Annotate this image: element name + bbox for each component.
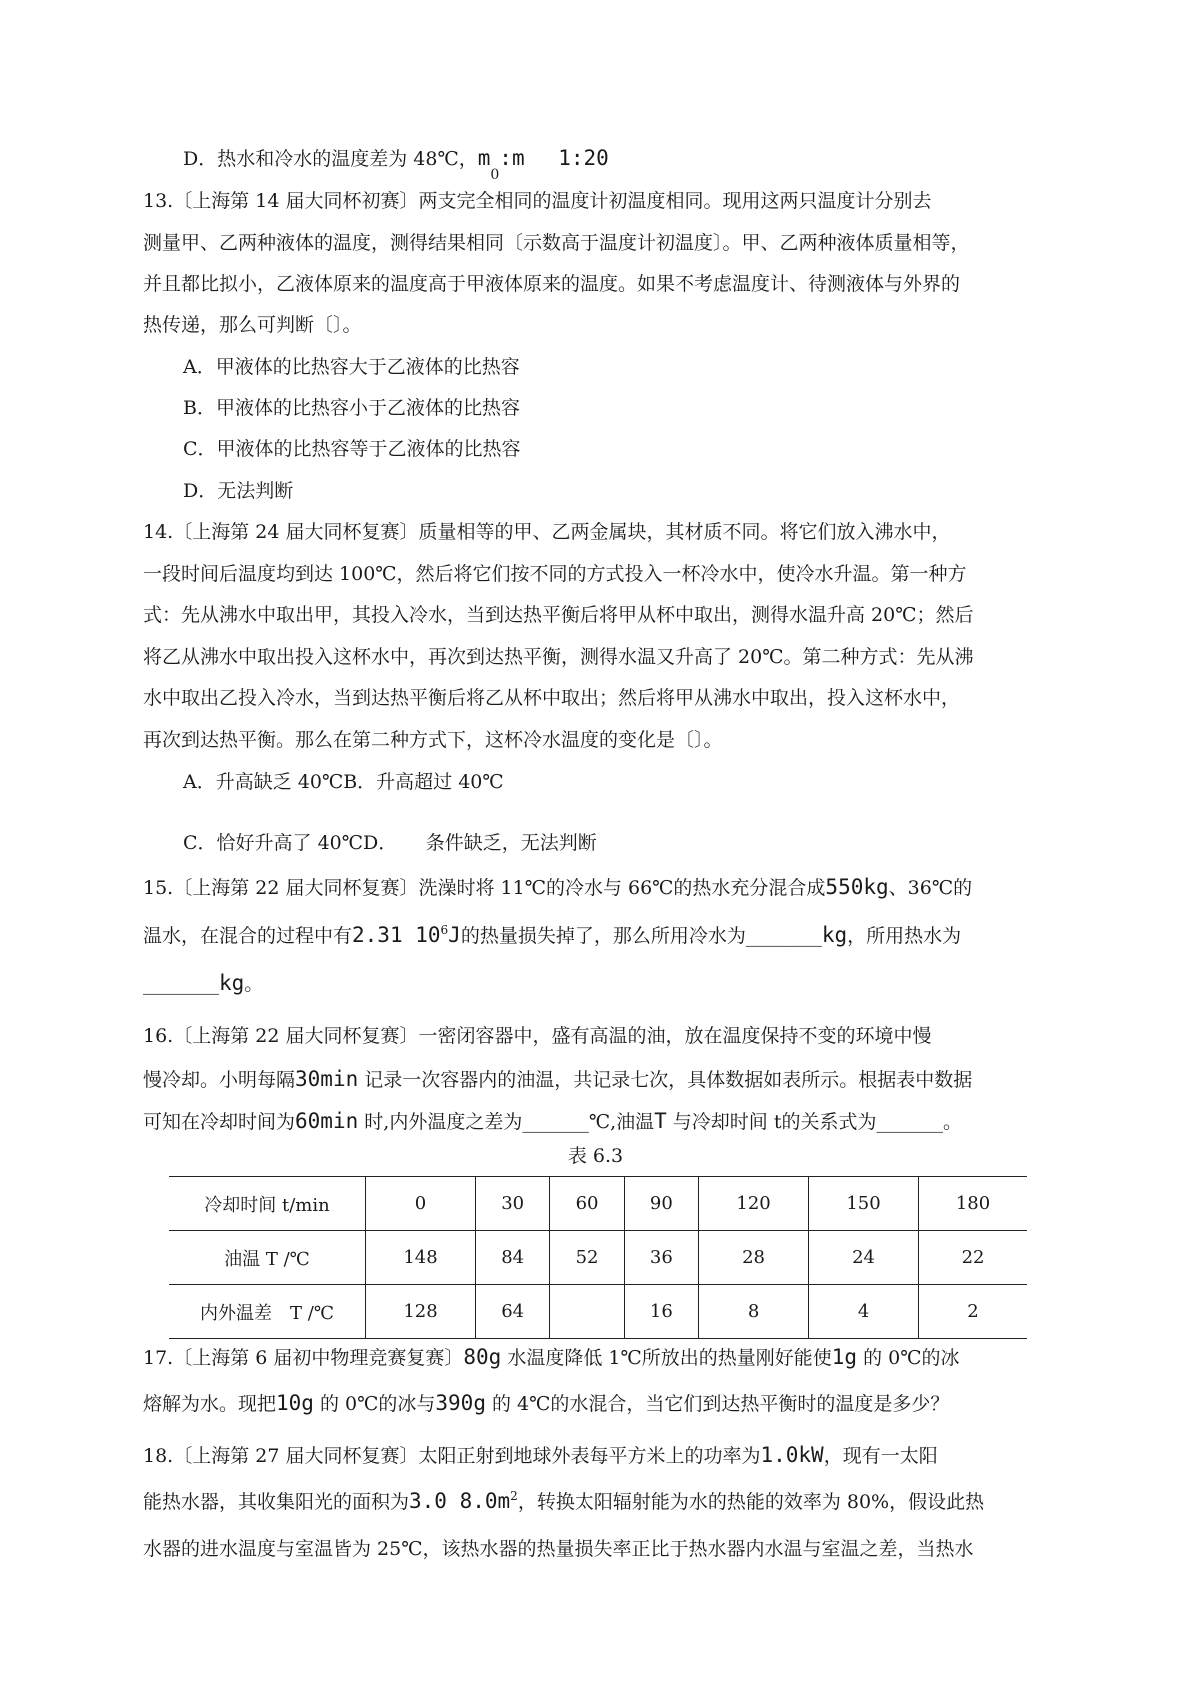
q18-line-3: 水器的进水温度与室温皆为 25℃，该热水器的热量损失率正比于热水器内水温与室温之差，当热水 bbox=[143, 1538, 974, 1560]
q13-option-a: A．甲液体的比热容大于乙液体的比热容 bbox=[183, 356, 520, 378]
formula-ratio: :m 1:20 bbox=[499, 146, 609, 170]
formula-unit: J bbox=[448, 923, 461, 947]
table-cell: 0 bbox=[366, 1177, 476, 1231]
q14-line-5: 水中取出乙投入冷水，当到达热平衡后将乙从杯中取出；然后将甲从沸水中取出，投入这杯水中， bbox=[143, 687, 961, 709]
q15-line-1 bbox=[143, 875, 972, 900]
formula-unit: kg bbox=[821, 923, 848, 947]
text: 15.〔上海第 22 届大同杯复赛〕洗澡时将 11℃的冷水与 66℃的热水充分混合成 bbox=[143, 877, 826, 899]
table-cell: 52 bbox=[550, 1231, 624, 1285]
q13-option-d: D．无法判断 bbox=[183, 480, 294, 502]
table-cell: 28 bbox=[699, 1231, 809, 1285]
q14-line-2: 一段时间后温度均到达 100℃，然后将它们按不同的方式投入一杯冷水中，使冷水升温。第一种方 bbox=[143, 563, 967, 585]
q15-line-2 bbox=[143, 923, 961, 950]
table-row bbox=[169, 1285, 1027, 1339]
q13-line-1: 13.〔上海第 14 届大同杯初赛〕两支完全相同的温度计初温度相同。现用这两只温度计分别去 bbox=[143, 190, 932, 212]
blank: ________ bbox=[143, 973, 219, 995]
formula-mass: 1g bbox=[831, 1345, 858, 1369]
q16-line-1: 16.〔上海第 22 届大同杯复赛〕一密闭容器中，盛有高温的油，放在温度保持不变的环境中慢 bbox=[143, 1025, 932, 1047]
table-cell: 60 bbox=[550, 1177, 624, 1231]
text: 的热量损失掉了，那么所用冷水为________ bbox=[460, 925, 822, 947]
table-cell: 84 bbox=[475, 1231, 549, 1285]
text: 能热水器，其收集阳光的面积为 bbox=[143, 1491, 410, 1513]
text: 。 bbox=[244, 973, 264, 995]
formula-unit: kg bbox=[219, 971, 245, 995]
formula-symbol: T bbox=[654, 1109, 667, 1133]
formula-m: m bbox=[477, 146, 491, 170]
table-cell: 150 bbox=[809, 1177, 919, 1231]
table-cell: 120 bbox=[699, 1177, 809, 1231]
q14-line-1: 14.〔上海第 24 届大同杯复赛〕质量相等的甲、乙两金属块，其材质不同。将它们放入沸水中， bbox=[143, 521, 951, 543]
table-cell: 90 bbox=[624, 1177, 698, 1231]
text: 、36℃的 bbox=[888, 877, 973, 899]
formula-mass: 80g bbox=[463, 1345, 502, 1369]
q13-line-3: 并且都比拟小，乙液体原来的温度高于甲液体原来的温度。如果不考虑温度计、待测液体与外界的 bbox=[143, 273, 961, 295]
table-cell: 4 bbox=[809, 1285, 919, 1339]
formula-area: 3.0 8.0m bbox=[409, 1489, 511, 1513]
q18-line-1 bbox=[143, 1443, 938, 1468]
formula-time: 60min bbox=[295, 1109, 359, 1133]
table-cell: 24 bbox=[809, 1231, 919, 1285]
text: 熔解为水。现把 bbox=[143, 1393, 277, 1415]
text: 时,内外温度之差为_______℃,油温 bbox=[358, 1111, 655, 1133]
q17-line-2 bbox=[143, 1391, 949, 1416]
q13-line-2: 测量甲、乙两种液体的温度，测得结果相同〔示数高于温度计初温度〕。甲、乙两种液体质量相等， bbox=[143, 232, 970, 254]
q15-line-3 bbox=[143, 971, 263, 996]
text: 与冷却时间 t的关系式为_______。 bbox=[666, 1111, 962, 1133]
formula-mass: 10g bbox=[276, 1391, 314, 1415]
text: 记录一次容器内的油温，共记录七次，具体数据如表所示。根据表中数据 bbox=[358, 1069, 973, 1091]
table-cell bbox=[550, 1285, 624, 1339]
subscript: 0 bbox=[490, 167, 500, 183]
table-cell: 128 bbox=[366, 1285, 476, 1339]
text: ，转换太阳辐射能为水的热能的效率为 80%，假设此热 bbox=[517, 1491, 985, 1513]
table-cell: 油温 T /℃ bbox=[169, 1231, 366, 1285]
table-cell: 8 bbox=[699, 1285, 809, 1339]
q13-option-b: B．甲液体的比热容小于乙液体的比热容 bbox=[183, 397, 520, 419]
text: 的 4℃的水混合，当它们到达热平衡时的温度是多少？ bbox=[485, 1393, 950, 1415]
table-cell: 22 bbox=[919, 1231, 1027, 1285]
q14-line-3: 式：先从沸水中取出甲，其投入冷水，当到达热平衡后将甲从杯中取出，测得水温升高 20℃；然后 bbox=[143, 604, 974, 626]
q14-options-ab: A．升高缺乏 40℃B．升高超过 40℃ bbox=[183, 771, 504, 793]
formula-mass: 550kg bbox=[825, 875, 889, 899]
q14-options-cd: C．恰好升高了 40℃D． 条件缺乏，无法判断 bbox=[183, 832, 597, 854]
superscript: 2 bbox=[510, 1489, 518, 1503]
text: 17.〔上海第 6 届初中物理竞赛复赛〕 bbox=[143, 1347, 464, 1369]
text: ，现有一太阳 bbox=[823, 1445, 938, 1467]
table-cell: 36 bbox=[624, 1231, 698, 1285]
text: ，所用热水为 bbox=[847, 925, 962, 947]
table-cell: 2 bbox=[919, 1285, 1027, 1339]
q14-line-4: 将乙从沸水中取出投入这杯水中，再次到达热平衡，测得水温又升高了 20℃。第二种方式：先从沸 bbox=[143, 646, 974, 668]
q18-line-2 bbox=[143, 1489, 984, 1516]
text: 水温度降低 1℃所放出的热量刚好能使 bbox=[501, 1347, 832, 1369]
table-caption: 表 6.3 bbox=[567, 1145, 624, 1167]
text: 的 0℃的冰 bbox=[857, 1347, 960, 1369]
q16-line-3 bbox=[143, 1109, 962, 1134]
text: 温水，在混合的过程中有 bbox=[143, 925, 353, 947]
q14-line-6: 再次到达热平衡。那么在第二种方式下，这杯冷水温度的变化是〔〕。 bbox=[143, 729, 723, 751]
text: D．热水和冷水的温度差为 48℃， bbox=[183, 148, 478, 170]
formula-heat: 2.31 10 bbox=[352, 923, 441, 947]
table-cell: 内外温差 T /℃ bbox=[169, 1285, 366, 1339]
text: 慢冷却。小明每隔 bbox=[143, 1069, 296, 1091]
formula-power: 1.0kW bbox=[760, 1443, 824, 1467]
table-cell: 30 bbox=[475, 1177, 549, 1231]
table-cell: 64 bbox=[475, 1285, 549, 1339]
table-row bbox=[169, 1177, 1027, 1231]
table-cell: 16 bbox=[624, 1285, 698, 1339]
table-row bbox=[169, 1231, 1027, 1285]
superscript: 6 bbox=[440, 923, 449, 937]
q16-line-2 bbox=[143, 1067, 972, 1092]
text: 18.〔上海第 27 届大同杯复赛〕太阳正射到地球外表每平方米上的功率为 bbox=[143, 1445, 761, 1467]
data-table bbox=[169, 1176, 1027, 1339]
formula-time: 30min bbox=[295, 1067, 359, 1091]
q17-line-1 bbox=[143, 1345, 960, 1370]
formula-mass: 390g bbox=[435, 1391, 486, 1415]
text: 可知在冷却时间为 bbox=[143, 1111, 296, 1133]
q12-option-d bbox=[183, 146, 609, 183]
table-cell: 冷却时间 t/min bbox=[204, 1194, 330, 1216]
q13-line-4: 热传递，那么可判断〔〕。 bbox=[143, 314, 362, 336]
text: 的 0℃的冰与 bbox=[313, 1393, 436, 1415]
q13-option-c: C．甲液体的比热容等于乙液体的比热容 bbox=[183, 438, 521, 460]
table-cell: 180 bbox=[919, 1177, 1027, 1231]
table-cell: 148 bbox=[366, 1231, 476, 1285]
